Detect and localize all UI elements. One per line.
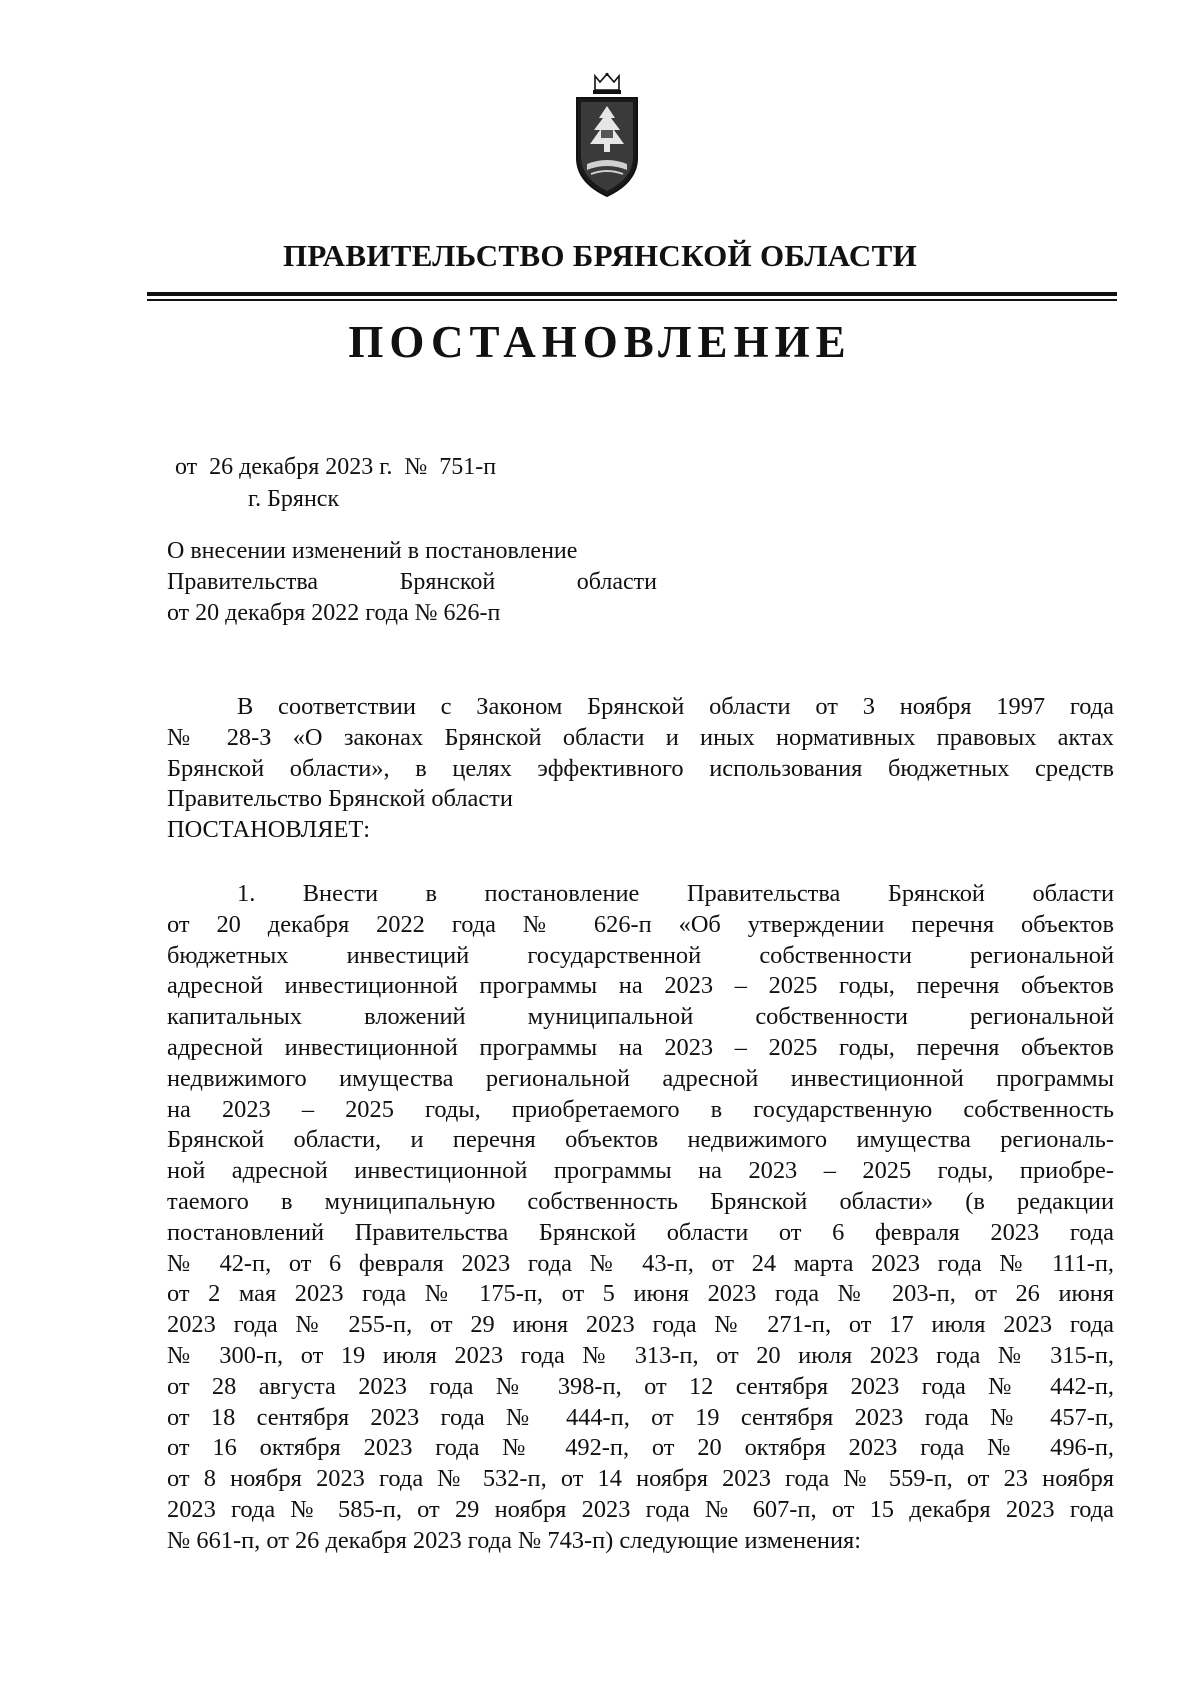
date-prefix: от xyxy=(175,454,198,480)
clause-line: № 42-п, от 6 февраля 2023 года № 43-п, от 24 марта 2023 года № 111-п, xyxy=(167,1249,1114,1277)
preamble-paragraph xyxy=(167,692,1114,846)
subject-line: О внесении изменений в постановление xyxy=(167,538,578,564)
document-number: 751-п xyxy=(439,454,497,480)
clause-line: 1. Внести в постановление Правительства Брянской области xyxy=(237,880,1114,907)
preamble-line: Брянской области», в целях эффективного использования бюджетных средств xyxy=(167,754,1114,782)
clause-line: адресной инвестиционной программы на 2023 – 2025 годы, перечня объектов xyxy=(167,1033,1114,1061)
clause-line: 2023 года № 255-п, от 29 июня 2023 года № 271-п, от 17 июля 2023 года xyxy=(167,1311,1114,1339)
clause-line: таемого в муниципальную собственность Брянской области» (в редакции xyxy=(167,1187,1114,1215)
date-number-line xyxy=(175,454,496,481)
clause-1-paragraph xyxy=(167,879,1114,1557)
clause-line: от 2 мая 2023 года № 175-п, от 5 июня 2023 года № 203-п, от 26 июня xyxy=(167,1280,1114,1308)
number-sign: № xyxy=(404,454,428,480)
preamble-line: Правительство Брянской области xyxy=(167,785,513,813)
bryansk-coat-of-arms-icon xyxy=(573,72,641,200)
subject-line: от 20 декабря 2022 года № 626-п xyxy=(167,600,501,626)
clause-line: № 661-п, от 26 декабря 2023 года № 743-п) следующие изменения: xyxy=(167,1526,862,1554)
subject-line: Правительства Брянской области xyxy=(167,569,657,595)
document-subject xyxy=(167,536,657,629)
clause-line: капитальных вложений муниципальной собственности региональной xyxy=(167,1003,1114,1031)
preamble-line: В соответствии с Законом Брянской области от 3 ноября 1997 года xyxy=(237,693,1114,720)
clause-line: бюджетных инвестиций государственной собственности региональной xyxy=(167,941,1114,969)
clause-line: от 28 августа 2023 года № 398-п, от 12 сентября 2023 года № 442-п, xyxy=(167,1372,1114,1400)
clause-line: от 18 сентября 2023 года № 444-п, от 19 сентября 2023 года № 457-п, xyxy=(167,1403,1114,1431)
organization-title: ПРАВИТЕЛЬСТВО БРЯНСКОЙ ОБЛАСТИ xyxy=(282,238,918,273)
clause-line: № 300-п, от 19 июля 2023 года № 313-п, от 20 июля 2023 года № 315-п, xyxy=(167,1341,1114,1369)
header-rule-thin xyxy=(147,299,1117,301)
clause-line: Брянской области, и перечня объектов недвижимого имущества региональ- xyxy=(167,1126,1114,1154)
clause-line: недвижимого имущества региональной адресной инвестиционной программы xyxy=(167,1064,1114,1092)
clause-line: от 16 октября 2023 года № 492-п, от 20 октября 2023 года № 496-п, xyxy=(167,1434,1114,1462)
document-type-title: ПОСТАНОВЛЕНИЕ xyxy=(348,317,852,367)
clause-line: адресной инвестиционной программы на 2023 – 2025 годы, перечня объектов xyxy=(167,972,1114,1000)
document-date: 26 декабря 2023 г. xyxy=(209,454,393,480)
clause-line: от 8 ноября 2023 года № 532-п, от 14 ноября 2023 года № 559-п, от 23 ноября xyxy=(167,1465,1114,1493)
clause-line: от 20 декабря 2022 года № 626-п «Об утверждении перечня объектов xyxy=(167,910,1114,938)
clause-line: 2023 года № 585-п, от 29 ноября 2023 года № 607-п, от 15 декабря 2023 года xyxy=(167,1495,1114,1523)
clause-line: ной адресной инвестиционной программы на 2023 – 2025 годы, приобре- xyxy=(167,1157,1114,1185)
preamble-line: № 28-З «О законах Брянской области и иных нормативных правовых актах xyxy=(167,723,1114,751)
clause-line: на 2023 – 2025 годы, приобретаемого в государственную собственность xyxy=(167,1095,1114,1123)
header-rule-thick xyxy=(147,292,1117,296)
document-city: г. Брянск xyxy=(248,486,340,512)
decree-word: ПОСТАНОВЛЯЕТ: xyxy=(167,816,371,844)
clause-line: постановлений Правительства Брянской области от 6 февраля 2023 года xyxy=(167,1218,1114,1246)
